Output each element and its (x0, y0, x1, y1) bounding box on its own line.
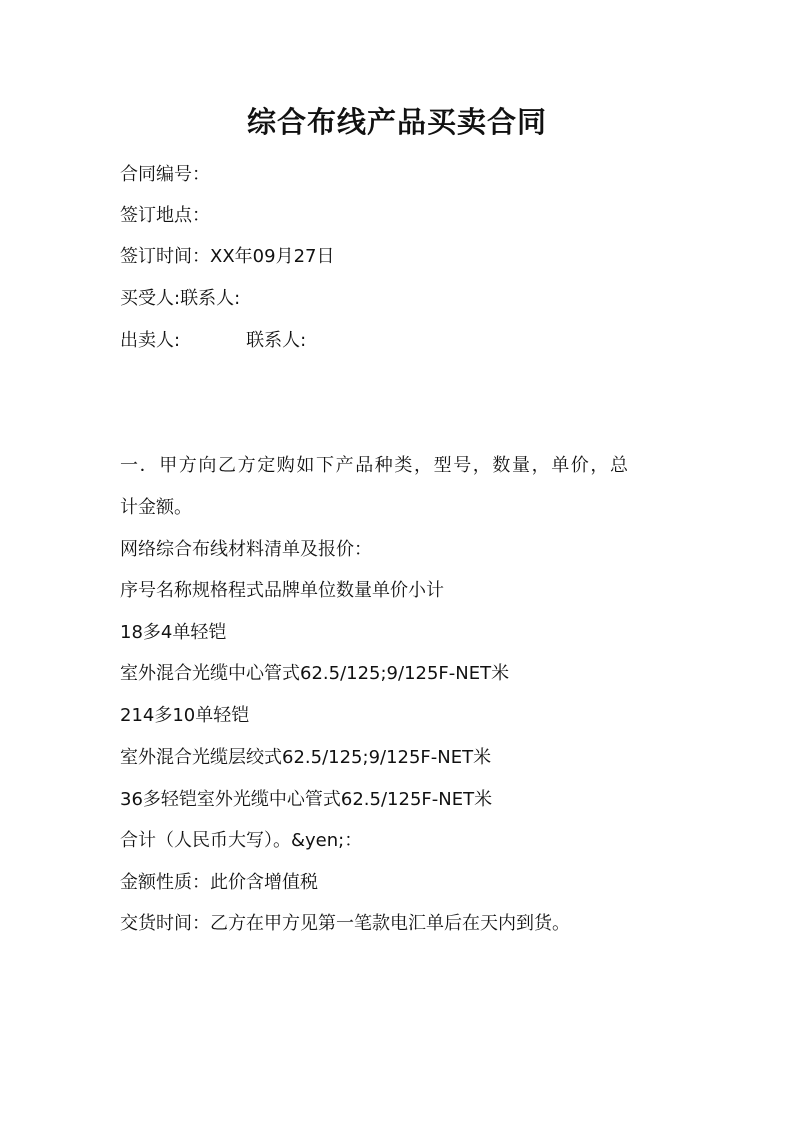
sign-time-field: 签订时间：XX年09月27日 (120, 246, 335, 267)
sign-place-field: 签订地点： (120, 205, 210, 226)
delivery-time-line: 交货时间：乙方在甲方见第一笔款电汇单后在天内到货。 (120, 913, 570, 934)
materials-title: 网络综合布线材料清单及报价： (120, 539, 372, 560)
clause-1-line-2: 计金额。 (120, 497, 192, 518)
amount-nature-line: 金额性质：此价含增值税 (120, 872, 318, 893)
seller-contact-label: 联系人: (246, 330, 307, 351)
list-item: 214多10单轻铠 (120, 705, 250, 726)
total-line: 合计（人民币大写）。&yen;： (120, 830, 363, 851)
list-item: 室外混合光缆层绞式62.5/125;9/125F-NET米 (120, 747, 492, 768)
contract-title: 综合布线产品买卖合同 (246, 105, 547, 139)
contract-number-field: 合同编号： (120, 164, 210, 185)
list-item: 室外混合光缆中心管式62.5/125;9/125F-NET米 (120, 663, 510, 684)
seller-label: 出卖人: (120, 330, 181, 351)
seller-line (120, 329, 306, 353)
buyer-field: 买受人:联系人: (120, 288, 241, 309)
clause-1-line-1: 一．甲方向乙方定购如下产品种类，型号，数量，单价，总 (120, 455, 630, 476)
table-header: 序号名称规格程式品牌单位数量单价小计 (120, 580, 444, 601)
list-item: 36多轻铠室外光缆中心管式62.5/125F-NET米 (120, 789, 493, 810)
list-item: 18多4单轻铠 (120, 622, 227, 643)
